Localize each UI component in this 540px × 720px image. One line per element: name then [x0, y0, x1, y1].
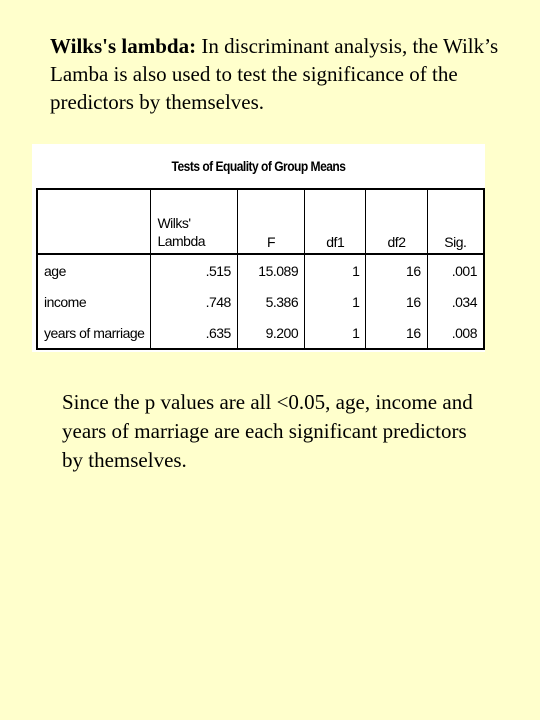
- conclusion-paragraph: Since the p values are all <0.05, age, income and years of marriage are each significant predictors by themselves.: [62, 390, 473, 472]
- cell-wilks: .748: [151, 286, 237, 317]
- cell-sig: .008: [451, 324, 477, 341]
- header-wilks-line2: Lambda: [157, 233, 206, 249]
- header-wilks-lambda: [151, 189, 237, 254]
- table-row: [37, 317, 484, 349]
- cell-f: 15.089: [237, 254, 304, 286]
- header-df1: df1: [305, 189, 366, 254]
- table-row: [37, 254, 484, 286]
- cell-sig: .034: [451, 293, 477, 310]
- header-sig: Sig.: [427, 189, 484, 254]
- intro-paragraph: [50, 32, 510, 116]
- cell-f: 9.200: [237, 317, 304, 349]
- header-f: F: [237, 189, 304, 254]
- table-row: [37, 286, 484, 317]
- group-means-table: [36, 188, 485, 350]
- cell-df1: 1: [305, 317, 366, 349]
- row-label: age: [37, 254, 151, 286]
- cell-f: 5.386: [237, 286, 304, 317]
- row-label: years of marriage: [37, 317, 151, 349]
- row-label: income: [37, 286, 151, 317]
- table-header-row: [37, 189, 484, 254]
- cell-df1: 1: [305, 286, 366, 317]
- cell-df2: 16: [366, 254, 427, 286]
- table-title: Tests of Equality of Group Means: [171, 158, 346, 174]
- cell-sig: .001: [451, 262, 477, 279]
- cell-df2: 16: [366, 286, 427, 317]
- header-empty: [37, 189, 151, 254]
- cell-wilks: .635: [151, 317, 237, 349]
- intro-term: Wilks's lambda:: [50, 34, 197, 58]
- cell-df2: 16: [366, 317, 427, 349]
- intro-text: In discriminant analysis, the Wilk’s Lamba is also used to test the significance of the predictors by themselves.: [50, 34, 499, 114]
- cell-df1: 1: [305, 254, 366, 286]
- header-df2: df2: [366, 189, 427, 254]
- spss-output-panel: [32, 144, 485, 352]
- header-wilks-line1: Wilks': [157, 215, 191, 231]
- cell-wilks: .515: [151, 254, 237, 286]
